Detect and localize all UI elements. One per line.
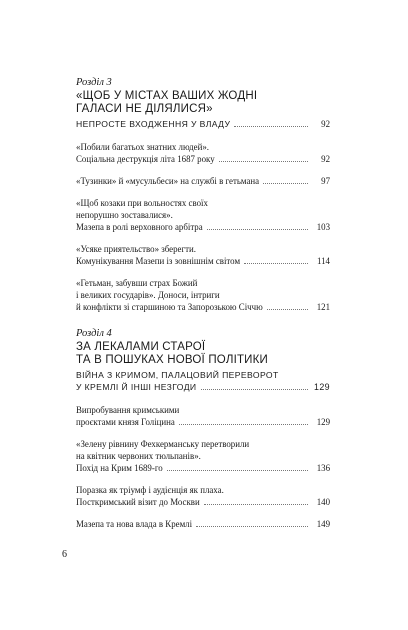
entry-line: Посткримський візит до Москви	[76, 497, 200, 507]
entry-line: Випробування кримськими	[76, 405, 180, 415]
toc-entry[interactable]	[76, 438, 330, 474]
page-number: 6	[62, 549, 67, 560]
page-ref: 129	[313, 382, 330, 392]
chapter-4-subtitle-line: У КРЕМЛІ Й ІНШІ НЕЗГОДИ	[76, 382, 197, 392]
toc-entry[interactable]	[76, 175, 330, 187]
entry-line: й конфлікти зі старшиною та Запорозькою Січчю	[76, 302, 263, 312]
dot-leader	[267, 309, 308, 310]
chapter-4-title-line: ЗА ЛЕКАЛАМИ СТАРОЇ	[76, 341, 206, 353]
chapter-3-title-line: ГАЛАСИ НЕ ДІЛЯЛИСЯ»	[76, 103, 213, 115]
entry-last-row	[76, 496, 330, 508]
toc-entry[interactable]	[76, 243, 330, 267]
page-ref: 92	[321, 154, 330, 164]
page-ref: 103	[316, 222, 330, 232]
page-ref: 114	[317, 256, 330, 266]
dot-leader	[167, 470, 308, 471]
dot-leader	[196, 526, 308, 527]
chapter-4-title	[76, 341, 330, 367]
entry-line: Мазепа в ролі верховного арбітра	[76, 222, 203, 232]
entry-last-row	[76, 518, 330, 530]
entry-line: «Усяке приятельство» зберегти.	[76, 244, 196, 254]
chapter-4-subtitle-line: ВІЙНА З КРИМОМ, ПАЛАЦОВИЙ ПЕРЕВОРОТ	[76, 370, 279, 380]
chapter-4-subtitle-row	[76, 381, 330, 393]
dot-leader	[219, 161, 308, 162]
chapter-4-subtitle[interactable]	[76, 369, 330, 393]
table-of-contents	[76, 76, 330, 530]
page-ref: 129	[316, 417, 330, 427]
dot-leader	[234, 126, 308, 127]
toc-entry[interactable]	[76, 484, 330, 508]
chapter-3-subtitle-row[interactable]	[76, 118, 330, 130]
chapter-4-label: Розділ 4	[76, 328, 112, 339]
page-ref: 149	[316, 519, 330, 529]
toc-entry[interactable]	[76, 141, 330, 165]
entry-line: проєктами князя Голіцина	[76, 417, 175, 427]
dot-leader	[179, 424, 308, 425]
chapter-4-title-line: ТА В ПОШУКАХ НОВОЇ ПОЛІТИКИ	[76, 354, 269, 366]
entry-last-row	[76, 416, 330, 428]
entry-line: «Щоб козаки при вольностях своїх	[76, 198, 208, 208]
dot-leader	[201, 389, 308, 390]
entry-line: Соціальна деструкція літа 1687 року	[76, 154, 215, 164]
entry-line: «Тузинки» й «мусульбеси» на службі в гетьмана	[76, 176, 260, 186]
page-ref: 140	[316, 497, 330, 507]
toc-entry[interactable]	[76, 404, 330, 428]
chapter-3-label: Розділ 3	[76, 77, 112, 88]
entry-line: на квітник червоних тюльпанів».	[76, 451, 201, 461]
entry-line: Комунікування Мазепи із зовнішнім світом	[76, 256, 241, 266]
entry-line: Мазепа та нова влада в Кремлі	[76, 519, 193, 529]
chapter-3-subtitle: НЕПРОСТЕ ВХОДЖЕННЯ У ВЛАДУ	[76, 119, 231, 129]
page-ref: 92	[321, 119, 330, 129]
dot-leader	[204, 504, 308, 505]
entry-line: і великих государів». Доноси, інтриги	[76, 290, 220, 300]
entry-last-row	[76, 255, 330, 267]
entry-last-row	[76, 153, 330, 165]
page-ref: 97	[321, 176, 330, 186]
entry-line: Похід на Крим 1689-го	[76, 463, 163, 473]
dot-leader	[207, 229, 308, 230]
dot-leader	[244, 263, 308, 264]
toc-entry[interactable]	[76, 197, 330, 233]
toc-entry[interactable]	[76, 277, 330, 313]
chapter-3-title-line: «ЩОБ У МІСТАХ ВАШИХ ЖОДНІ	[76, 90, 258, 102]
entry-last-row	[76, 462, 330, 474]
entry-last-row	[76, 221, 330, 233]
entry-last-row	[76, 175, 330, 187]
entry-line: «Побили багатьох знатних людей».	[76, 142, 210, 152]
chapter-3-title	[76, 90, 330, 116]
entry-last-row	[76, 301, 330, 313]
page-ref: 121	[316, 302, 330, 312]
dot-leader	[263, 183, 308, 184]
entry-line: «Гетьман, забувши страх Божий	[76, 278, 198, 288]
entry-line: Поразка як тріумф і аудієнція як плаха.	[76, 485, 224, 495]
entry-line: «Зелену рівнину Фехкерманську перетворили	[76, 439, 250, 449]
toc-entry[interactable]	[76, 518, 330, 530]
page-ref: 136	[316, 463, 330, 473]
entry-line: непорушно зоставалися».	[76, 210, 173, 220]
